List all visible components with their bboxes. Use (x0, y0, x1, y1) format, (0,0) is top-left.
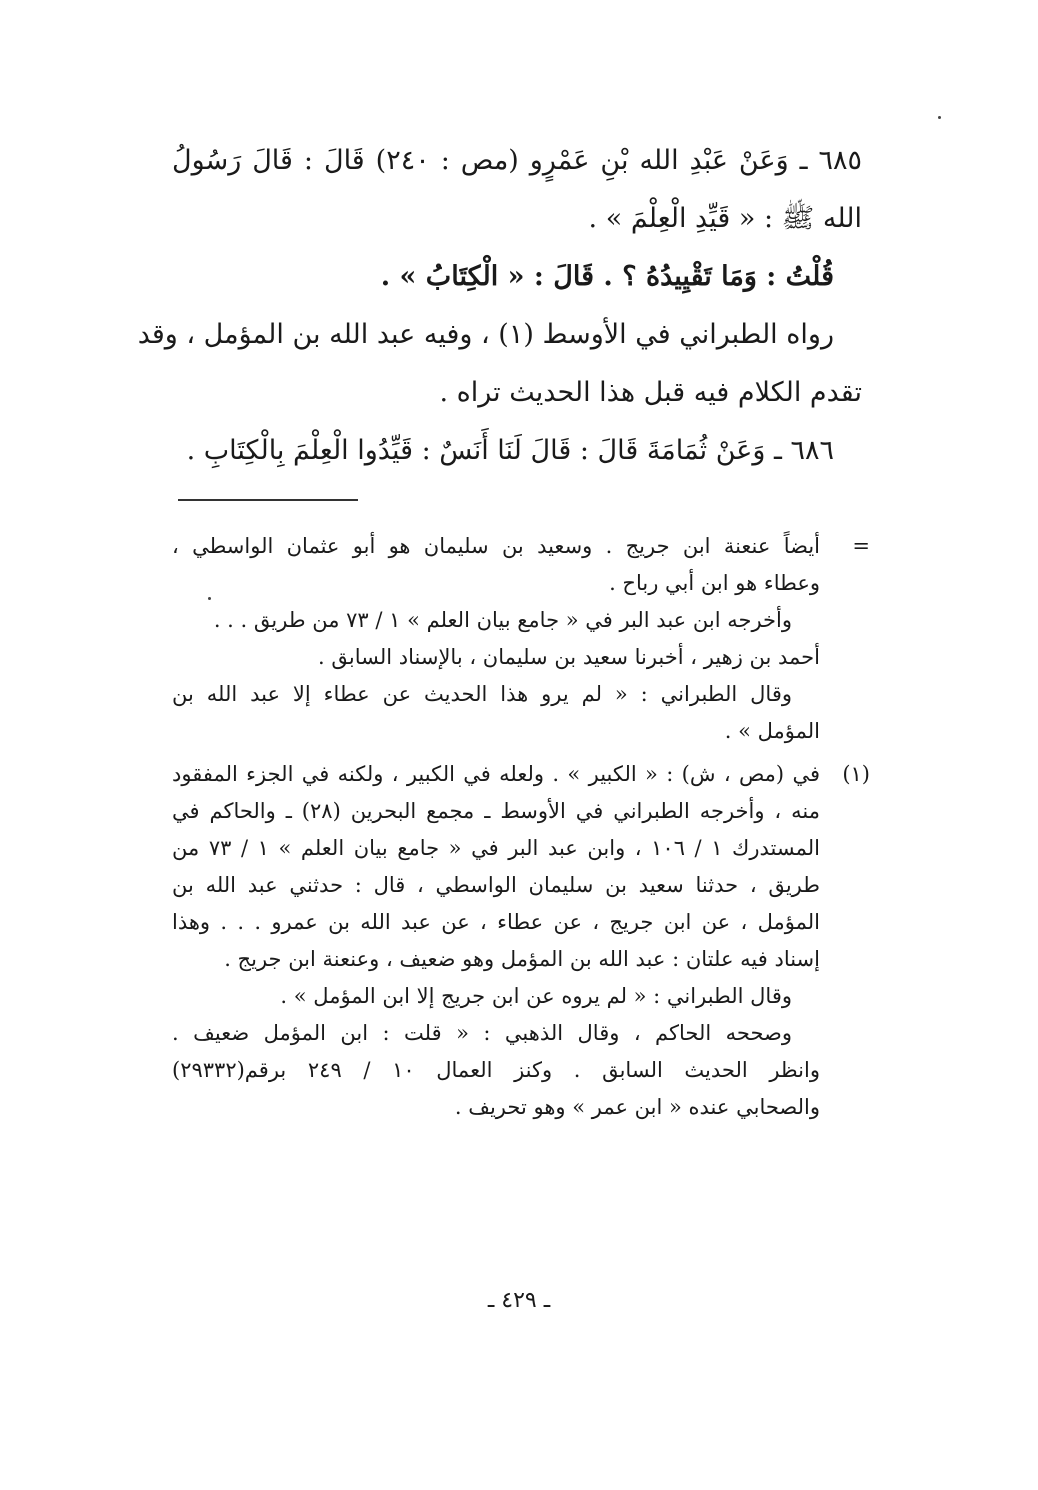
footnote-cont-line-4: أحمد بن زهير ، أخبرنا سعيد بن سليمان ، بالإسناد السابق . (318, 645, 820, 669)
continuation-mark: = (852, 534, 870, 558)
hadith-685-line-1: ٦٨٥ ـ وَعَنْ عَبْدِ الله بْنِ عَمْرٍو (مص : ٢٤٠) قَالَ : قَالَ رَسُولُ (172, 145, 862, 176)
hadith-686-line-1: ٦٨٦ ـ وَعَنْ ثُمَامَةَ قَالَ : قَالَ لَنَا أَنَسٌ : قَيِّدُوا الْعِلْمَ بِالْكِتَابِ . (186, 435, 834, 466)
page-number: ـ ٤٢٩ ـ (487, 1288, 551, 1313)
footnote-1-line-5: المؤمل ، عن ابن جريج ، عن عطاء ، عن عبد الله بن عمرو . . . وهذا (172, 910, 820, 934)
footnote-cont-line-3: وأخرجه ابن عبد البر في « جامع بيان العلم » ١ / ٧٣ من طريق . . . (213, 608, 792, 632)
hadith-685-line-2: الله ﷺ : « قَيِّدِ الْعِلْمَ » . (588, 203, 862, 234)
footnote-1-line-8: وصححه الحاكم ، وقال الذهبي : « قلت : ابن المؤمل ضعيف . (172, 1021, 792, 1045)
scan-speck (208, 597, 211, 600)
footnote-1-line-7: وقال الطبراني : « لم يروه عن ابن جريج إلا ابن المؤمل » . (280, 984, 792, 1008)
footnote-separator (178, 499, 358, 501)
footnote-1-line-1: في (مص ، ش) : « الكبير » . ولعله في الكبير ، ولكنه في الجزء المفقود (172, 762, 820, 786)
footnote-1-line-10: والصحابي عنده « ابن عمر » وهو تحريف . (454, 1095, 820, 1119)
commentary-line-2: تقدم الكلام فيه قبل هذا الحديث تراه . (439, 377, 862, 408)
footnote-1-line-4: طريق ، حدثنا سعيد بن سليمان الواسطي ، قال : حدثني عبد الله بن (172, 873, 820, 897)
footnote-1-line-2: منه ، وأخرجه الطبراني في الأوسط ـ مجمع البحرين (٢٨) ـ والحاكم في (172, 799, 820, 823)
footnote-cont-line-5: وقال الطبراني : « لم يرو هذا الحديث عن عطاء إلا عبد الله بن (172, 682, 792, 706)
footnotes (172, 528, 870, 1126)
footnote-cont-line-1: أيضاً عنعنة ابن جريج . وسعيد بن سليمان هو أبو عثمان الواسطي ، (172, 534, 820, 558)
footnote-cont-line-6: المؤمل » . (724, 719, 820, 743)
footnote-1-line-9: وانظر الحديث السابق . وكنز العمال ١٠ / ٢٤٩ برقم(٢٩٣٣٢) (172, 1058, 820, 1082)
footnote-1-line-3: المستدرك ١ / ١٠٦ ، وابن عبد البر في « جامع بيان العلم » ١ / ٧٣ من (172, 836, 820, 860)
scan-speck (938, 116, 941, 119)
footnote-continuation (172, 528, 870, 750)
footnote-1-marker: (١) (842, 762, 870, 786)
hadith-685-line-3: قُلْتُ : وَمَا تَقْيِيدُهُ ؟ . قَالَ : « الْكِتَابُ » . (380, 261, 834, 292)
footnote-1-line-6: إسناد فيه علتان : عبد الله بن المؤمل وهو ضعيف ، وعنعنة ابن جريج . (224, 947, 820, 971)
commentary-line-1: رواه الطبراني في الأوسط (١) ، وفيه عبد الله بن المؤمل ، وقد (137, 319, 834, 350)
footnote-1 (172, 756, 870, 1126)
main-text (137, 132, 862, 480)
footnote-cont-line-2: وعطاء هو ابن أبي رباح . (609, 571, 820, 595)
